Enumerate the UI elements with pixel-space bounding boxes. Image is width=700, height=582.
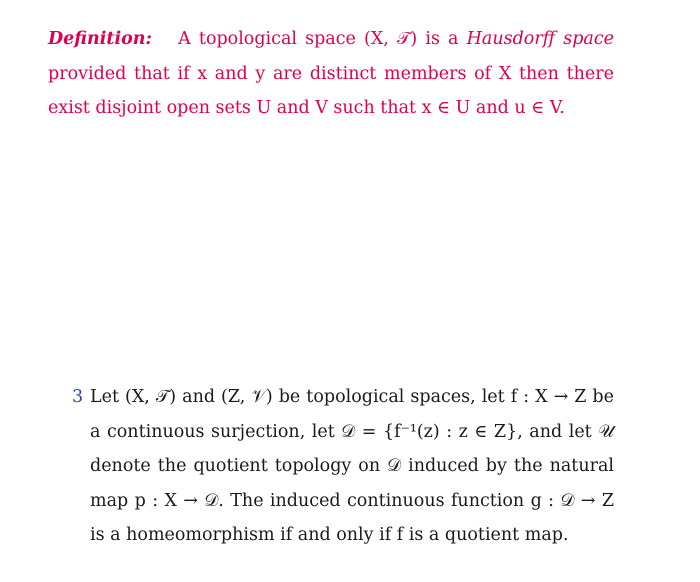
definition-block bbox=[48, 22, 614, 126]
definition-text-before-term: A topological space (X, 𝒯) is a bbox=[178, 29, 459, 49]
problem-text: Let (X, 𝒯) and (Z, 𝒱) be topological spaces, let f : X → Z be a continuous surjection, let 𝒟 = {f⁻¹(z) : z ∈ Z}, and let 𝒰 denote the quotient topology on 𝒟 induced by the natural map p : X → 𝒟. The induced continuous function g : 𝒟 → Z is a homeomorphism if and only if f is a quotient map. bbox=[90, 387, 614, 545]
problem-block bbox=[72, 380, 614, 553]
definition-label: Definition: bbox=[48, 29, 152, 49]
definition-text-after-term: provided that if x and y are distinct members of X then there exist disjoint open sets U and V such that x ∈ U and u ∈ V. bbox=[48, 63, 614, 118]
definition-term: Hausdorff space bbox=[466, 29, 614, 49]
problem-number: 3 bbox=[72, 387, 84, 407]
